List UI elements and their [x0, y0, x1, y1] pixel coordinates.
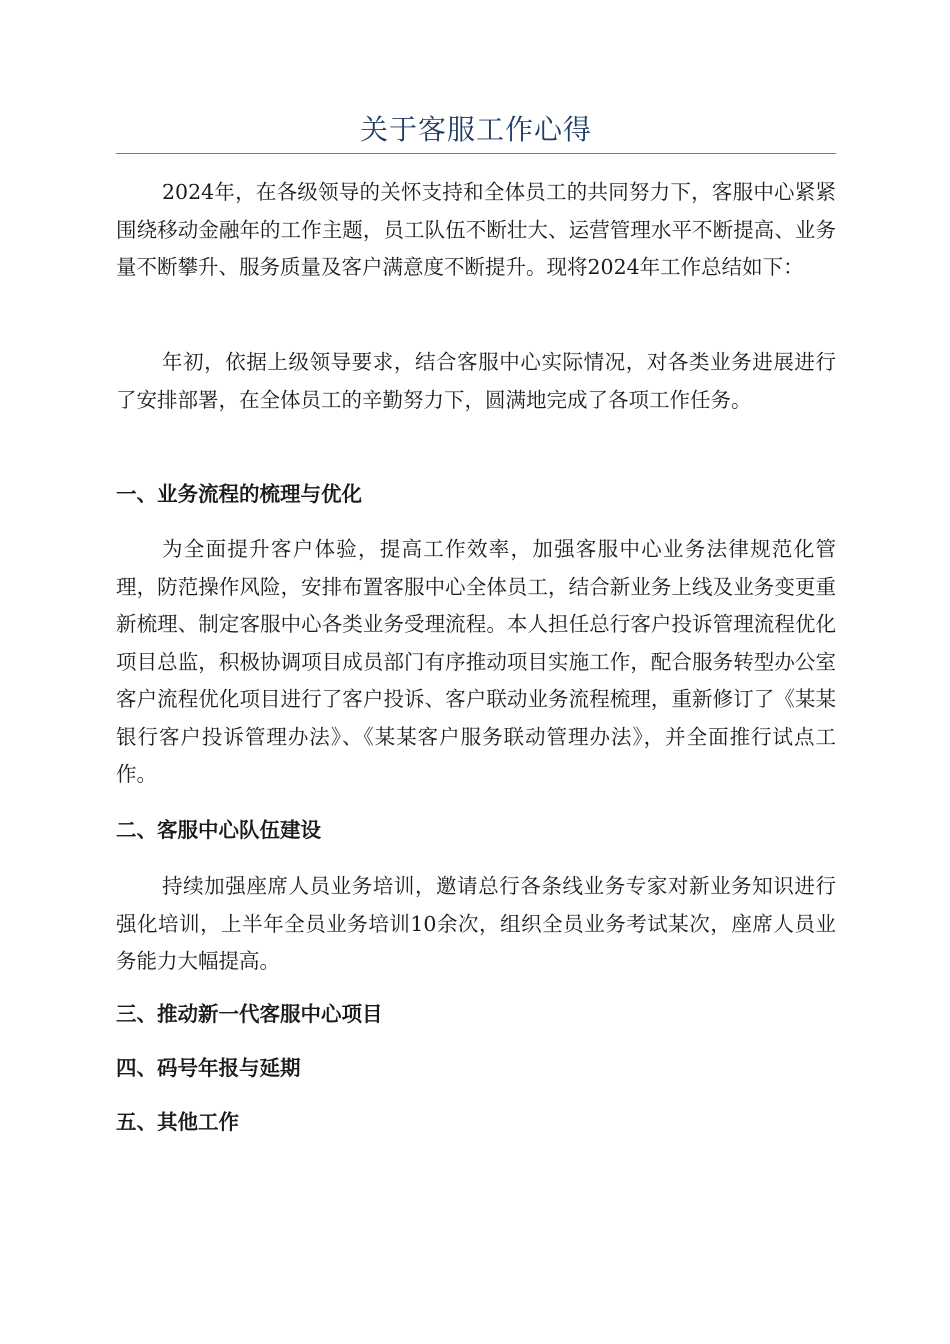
- section-heading-3: 三、推动新一代客服中心项目: [116, 1002, 383, 1026]
- section-2-paragraph: 持续加强座席人员业务培训，邀请总行各条线业务专家对新业务知识进行强化培训，上半年全员业务培训10余次，组织全员业务考试某次，座席人员业务能力大幅提高。: [116, 874, 836, 973]
- title-underline: [116, 153, 836, 154]
- overview-paragraph: 年初，依据上级领导要求，结合客服中心实际情况，对各类业务进展进行了安排部署，在全体员工的辛勤努力下，圆满地完成了各项工作任务。: [116, 350, 836, 412]
- section-1-paragraph: 为全面提升客户体验，提高工作效率，加强客服中心业务法律规范化管理，防范操作风险，安排布置客服中心全体员工，结合新业务上线及业务变更重新梳理、制定客服中心各类业务受理流程。本人担任总行客户投诉管理流程优化项目总监，积极协调项目成员部门有序推动项目实施工作，配合服务转型办公室客户流程优化项目进行了客户投诉、客户联动业务流程梳理，重新修订了《某某银行客户投诉管理办法》、《某某客户服务联动管理办法》，并全面推行试点工作。: [116, 537, 836, 786]
- section-heading-5: 五、其他工作: [116, 1110, 239, 1134]
- intro-paragraph: 2024年，在各级领导的关怀支持和全体员工的共同努力下，客服中心紧紧围绕移动金融年的工作主题，员工队伍不断壮大、运营管理水平不断提高、业务量不断攀升、服务质量及客户满意度不断提升。现将2024年工作总结如下：: [116, 180, 836, 279]
- section-heading-4: 四、码号年报与延期: [116, 1056, 301, 1080]
- section-heading-1: 一、业务流程的梳理与优化: [116, 482, 362, 506]
- section-heading-2: 二、客服中心队伍建设: [116, 818, 321, 842]
- document-title: 关于客服工作心得: [359, 113, 592, 146]
